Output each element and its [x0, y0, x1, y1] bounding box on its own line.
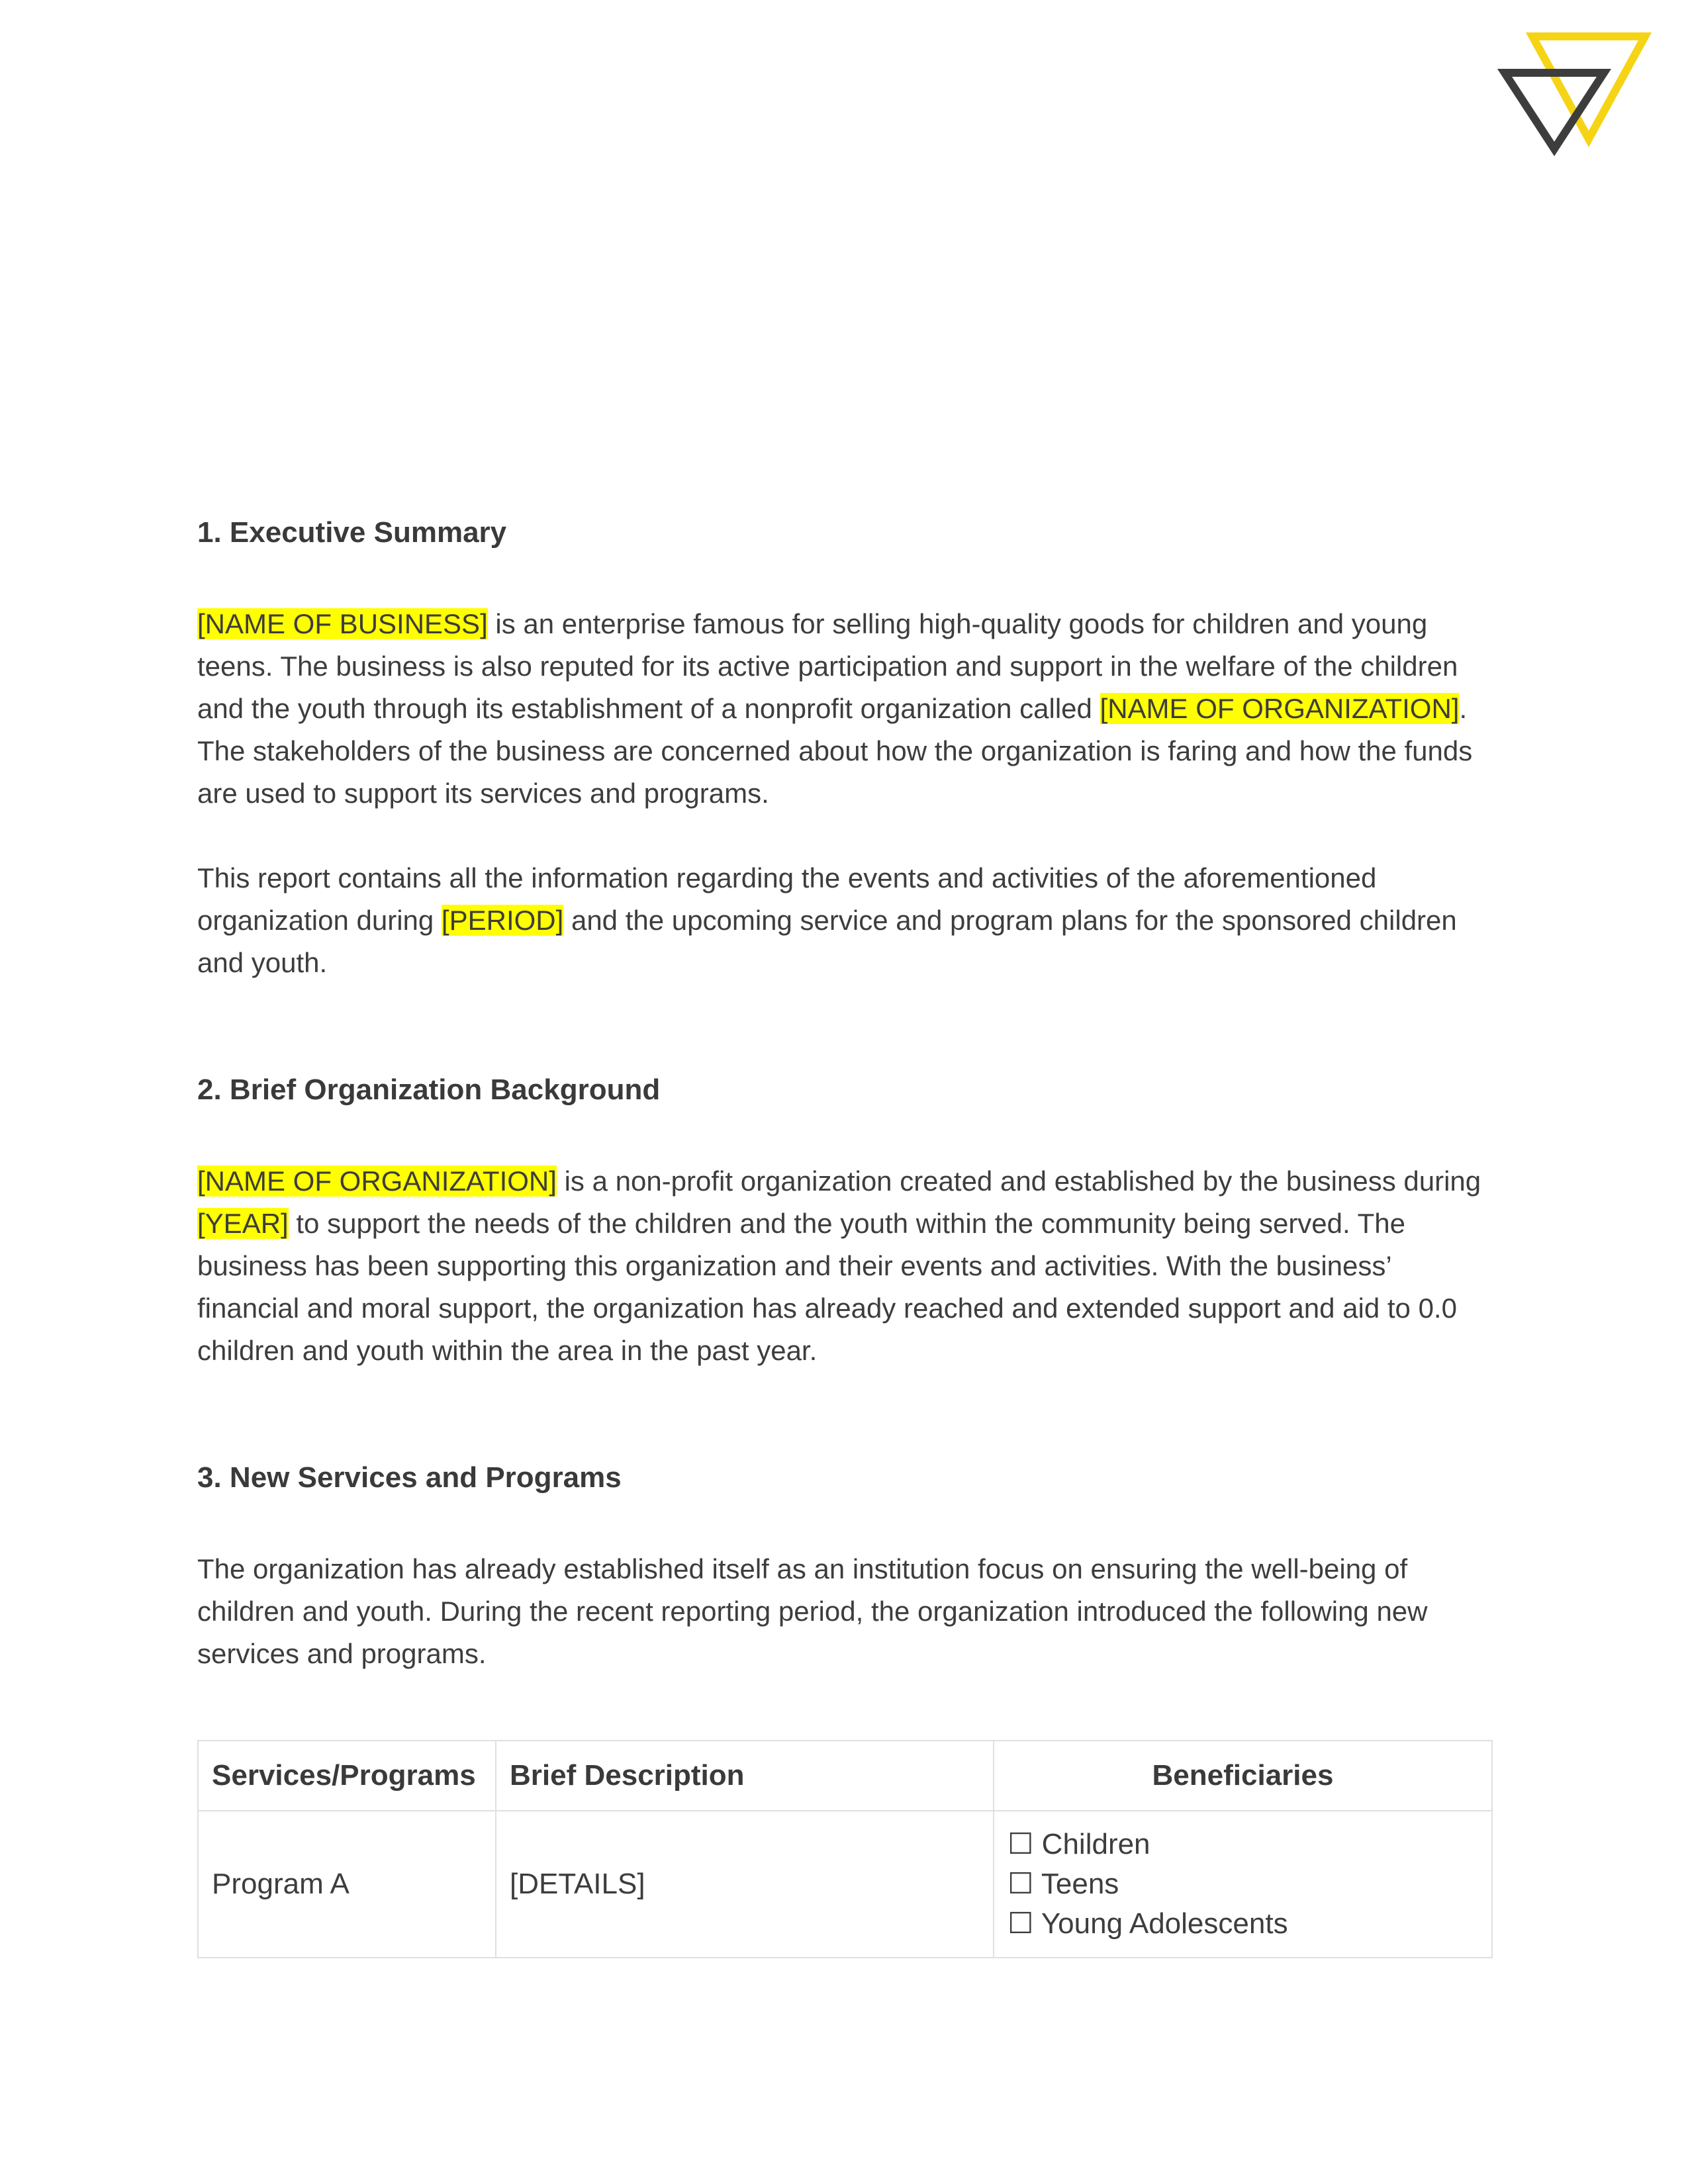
- placeholder-organization-name[interactable]: [NAME OF ORGANIZATION]: [1100, 693, 1460, 724]
- cell-description[interactable]: [DETAILS]: [496, 1811, 994, 1958]
- header-services-programs: Services/Programs: [198, 1741, 496, 1811]
- checkbox-children[interactable]: ☐ Children: [1008, 1828, 1150, 1860]
- section-1-title: 1. Executive Summary: [197, 516, 507, 549]
- placeholder-period[interactable]: [PERIOD]: [441, 905, 564, 936]
- checkbox-teens[interactable]: ☐ Teens: [1008, 1868, 1119, 1900]
- text-run: to support the needs of the children and the youth within the community being served. The business has been supporting this organization and their events and activities. With the business’ financial and moral support, the organization has already reached and extended support and aid to 0.0 children and youth within the area in the past year.: [197, 1208, 1457, 1366]
- section-1-paragraph-2: [197, 857, 1491, 984]
- placeholder-business-name[interactable]: [NAME OF BUSINESS]: [197, 608, 488, 639]
- text-run: and the upcoming service and program plans for the sponsored children and youth.: [197, 905, 1457, 978]
- cell-program[interactable]: Program A: [198, 1811, 496, 1958]
- text-run: is an enterprise famous for selling high-quality goods for children and young teens. The business is also reputed for its active participation and support in the welfare of the children and the youth through its establishment of a nonprofit organization called: [197, 608, 1458, 724]
- logo-icon: [1493, 30, 1658, 162]
- cell-beneficiaries: [994, 1811, 1492, 1958]
- text-run: This report contains all the information regarding the events and activities of the aforementioned organization during: [197, 862, 1377, 936]
- header-beneficiaries: Beneficiaries: [994, 1741, 1492, 1811]
- table-header-row: [198, 1741, 1492, 1811]
- section-2-paragraph-1: [197, 1160, 1491, 1372]
- placeholder-organization-name[interactable]: [NAME OF ORGANIZATION]: [197, 1165, 557, 1197]
- section-3-paragraph-1: The organization has already established itself as an institution focus on ensuring the well-being of children and youth. During the recent reporting period, the organization introduced the following new services and programs.: [197, 1553, 1428, 1669]
- services-table: [197, 1740, 1493, 1958]
- header-brief-description: Brief Description: [496, 1741, 994, 1811]
- section-3-title: 3. New Services and Programs: [197, 1461, 622, 1494]
- text-run: . The stakeholders of the business are concerned about how the organization is faring and how the funds are used to support its services and programs.: [197, 693, 1473, 809]
- document-body: [197, 513, 1491, 1958]
- section-1-paragraph-1: [197, 603, 1491, 815]
- text-run: is a non-profit organization created and established by the business during: [556, 1165, 1481, 1197]
- section-2-title: 2. Brief Organization Background: [197, 1073, 661, 1106]
- placeholder-year[interactable]: [YEAR]: [197, 1208, 289, 1239]
- checkbox-young-adolescents[interactable]: ☐ Young Adolescents: [1008, 1907, 1288, 1940]
- table-row: [198, 1811, 1492, 1958]
